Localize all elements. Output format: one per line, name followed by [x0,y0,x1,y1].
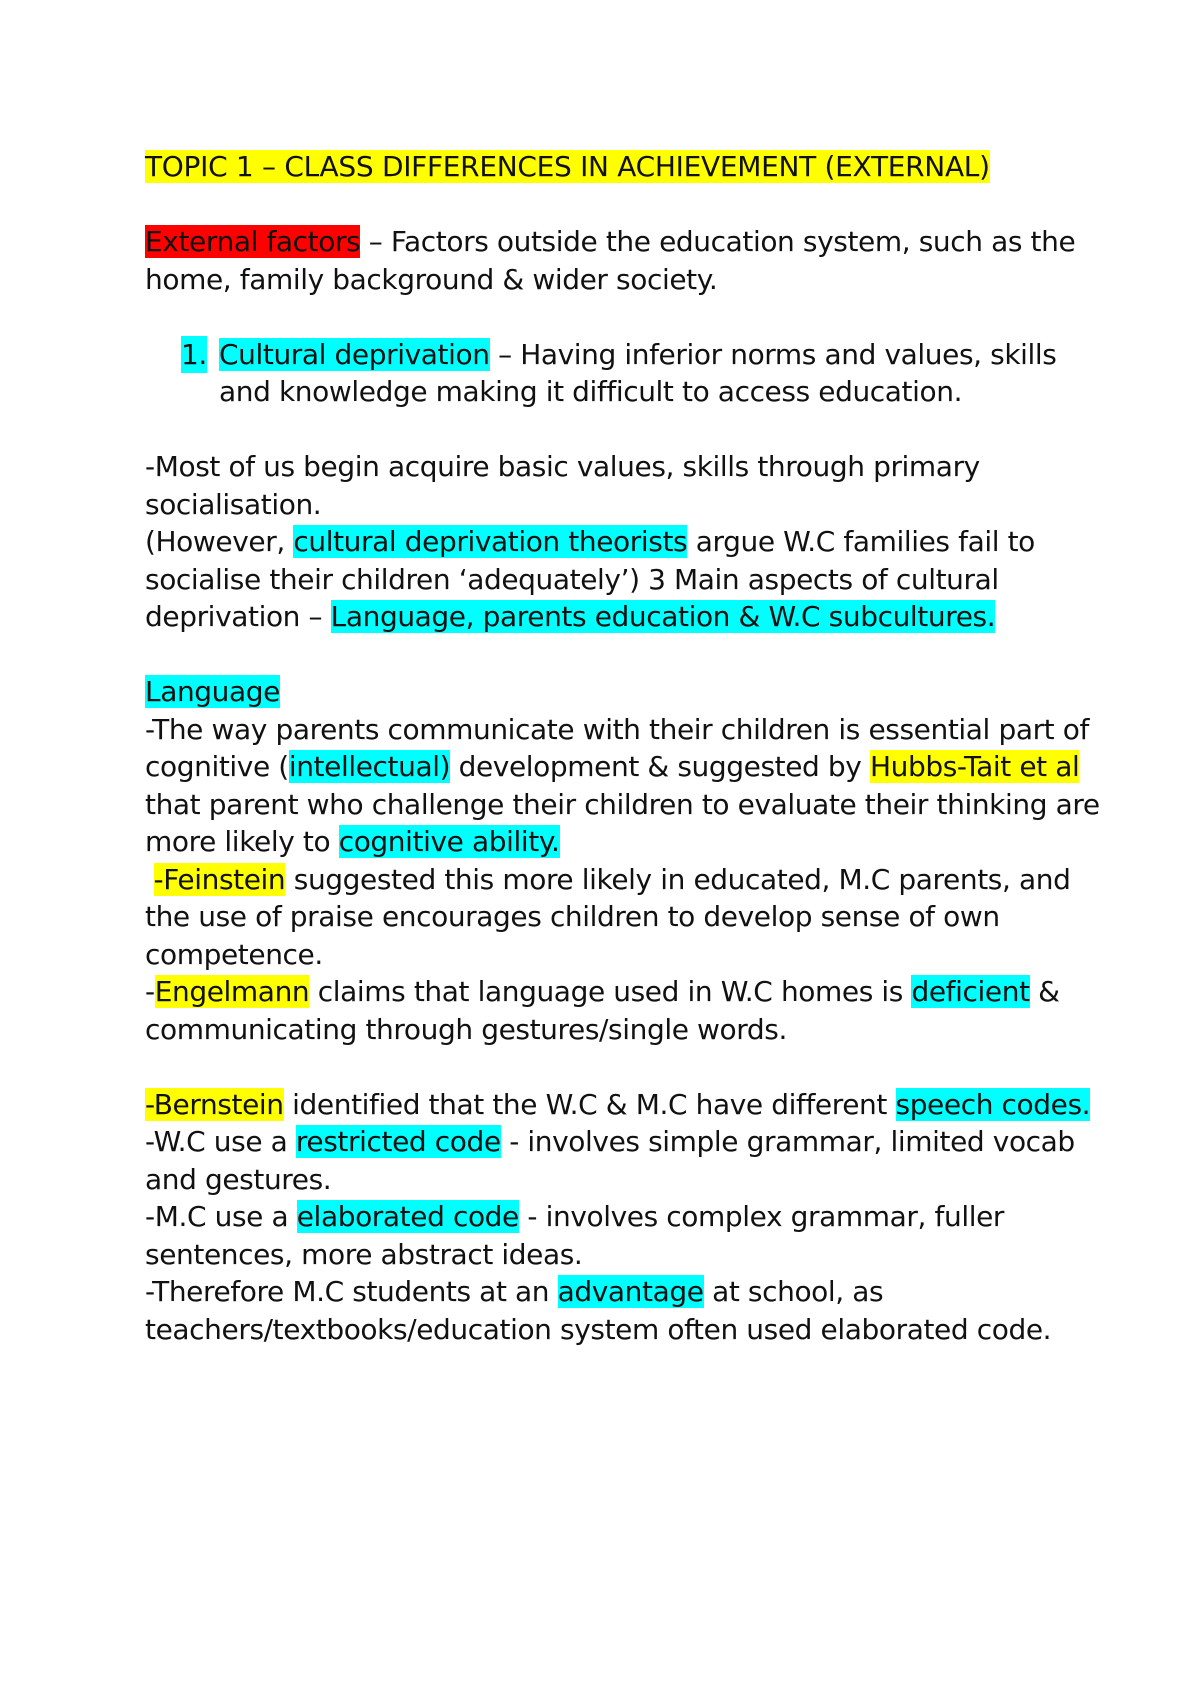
highlight-elaborated-code: elaborated code [296,1200,519,1233]
text-run: argue W.C families fail to socialise their children ‘adequately’) 3 Main aspects of cultural deprivation – [145,525,1035,633]
cultural-deprivation-term: Cultural deprivation [219,337,490,371]
highlight-cognitive-ability: cognitive ability. [338,825,560,858]
highlight-advantage: advantage [557,1275,704,1308]
spacer [145,411,1100,449]
intro-paragraph-2 [145,523,1100,636]
text-run: at school, as teachers/textbooks/education system often used elaborated code. [145,1275,1052,1346]
page-title [145,148,1100,186]
text-run: identified that the W.C & M.C have different [283,1087,896,1121]
text-run: -Therefore M.C students at an [145,1275,558,1308]
intro-paragraph-1: -Most of us begin acquire basic values, skills through primary socialisation. [145,450,980,521]
list-item [181,336,1100,411]
external-factors-paragraph [145,223,1100,298]
numbered-list [145,336,1100,411]
bernstein-paragraph-4 [145,1273,1100,1348]
highlight-theorists: cultural deprivation theorists [293,525,688,558]
text-run: suggested this more likely in educated, M.C parents, and the use of praise encourages children to develop sense of own competence. [145,862,1071,971]
text-run: that parent who challenge their children to evaluate their thinking are more likely to [145,787,1100,858]
bernstein-paragraph-2 [145,1123,1100,1198]
external-factors-definition: – Factors outside the education system, such as the home, family background & wider society. [145,225,1076,296]
list-item-number: 1. [181,336,207,374]
highlight-feinstein: -Feinstein [153,862,286,896]
highlight-aspects: Language, parents education & W.C subcultures. [330,600,996,633]
text-run: claims that language used in W.C homes is [309,975,912,1008]
text-run: & communicating through gestures/single words. [145,975,1060,1046]
language-heading-highlight: Language [145,675,280,708]
highlight-intellectual: intellectual) [288,750,451,783]
external-factors-term: External factors [145,225,361,258]
bernstein-paragraph-3 [145,1198,1100,1273]
text-run: -M.C use a [145,1200,297,1233]
highlight-restricted-code: restricted code [295,1125,501,1158]
spacer [145,1048,1100,1086]
language-paragraph-3 [145,973,1100,1048]
spacer [145,298,1100,336]
highlight-hubbs-tait: Hubbs-Tait et al [869,750,1080,783]
spacer [145,636,1100,674]
text-run: -W.C use a [145,1125,296,1158]
text-run: (However, [145,525,294,558]
highlight-deficient: deficient [911,975,1030,1008]
text-run: - [145,975,155,1008]
title-highlight: TOPIC 1 – CLASS DIFFERENCES IN ACHIEVEMENT (EXTERNAL) [145,150,990,183]
text-run: - involves simple grammar, limited vocab and gestures. [145,1125,1075,1196]
text-run: -The way parents communicate with their children is essential part of cognitive ( [145,712,1089,783]
bernstein-paragraph-1 [145,1086,1100,1124]
text-run [145,863,154,896]
text-run: - involves complex grammar, fuller sentences, more abstract ideas. [145,1200,1005,1271]
language-paragraph-2 [145,861,1100,974]
language-heading [145,673,1100,711]
language-paragraph-1 [145,711,1100,861]
highlight-bernstein: -Bernstein [145,1087,284,1121]
text-run: development & suggested by [450,750,870,783]
spacer [145,186,1100,224]
highlight-engelmann: Engelmann [154,975,310,1008]
cultural-deprivation-definition: – Having inferior norms and values, skills and knowledge making it difficult to access education. [219,337,1057,408]
highlight-speech-codes: speech codes. [895,1087,1091,1121]
